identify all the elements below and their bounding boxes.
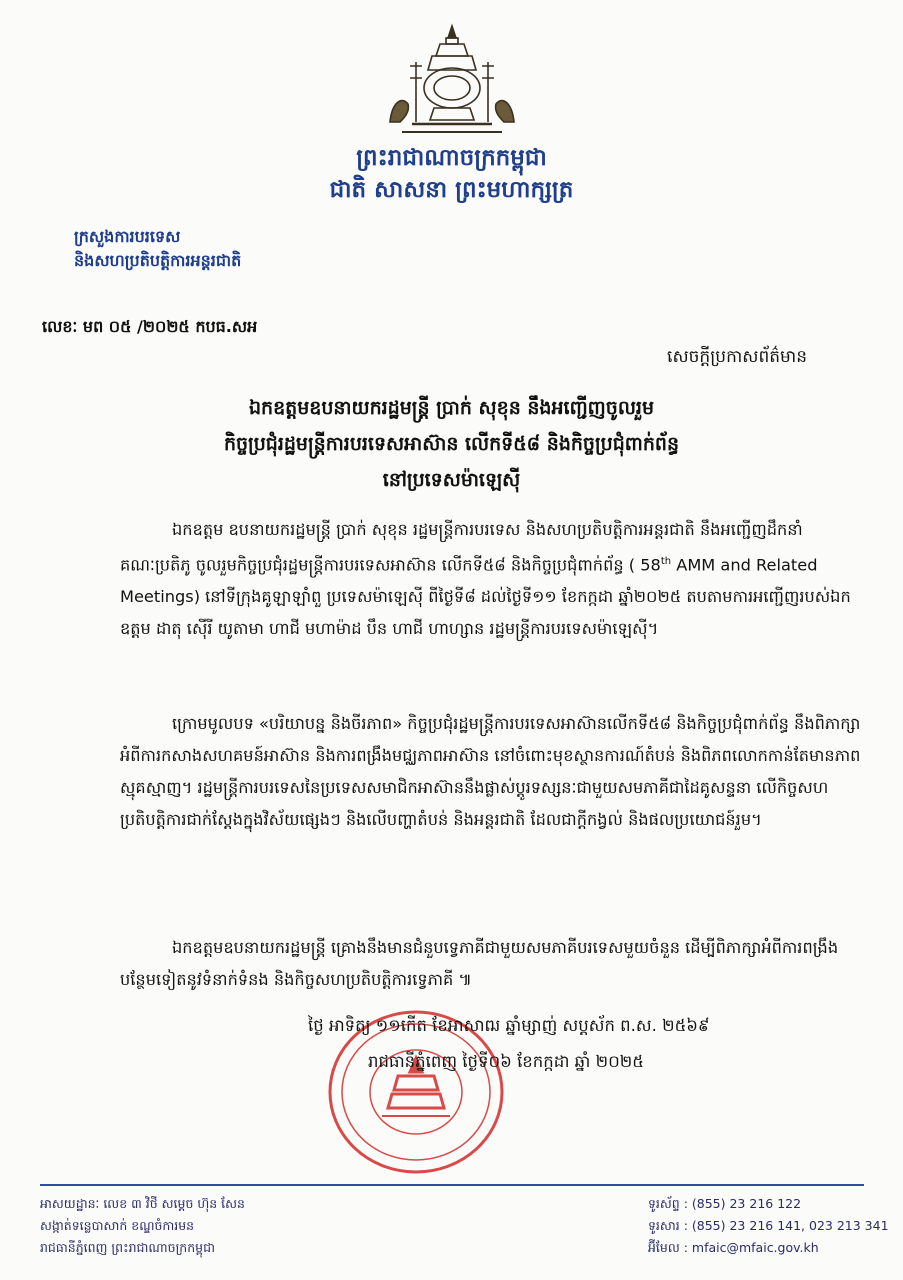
- ministry-name-line2: និងសហប្រតិបត្តិការអន្តរជាតិ: [74, 251, 242, 270]
- footer-address-line2: សង្កាត់ទន្លេបាសាក់ ខណ្ឌចំការមន: [40, 1218, 195, 1233]
- paragraph-1-part-a: ឯកឧត្តម ឧបនាយករដ្ឋមន្ត្រី ប្រាក់ សុខុន រដ្ឋមន្ត្រីការបរទេស និងសហប្រតិបត្តិការអន្តរជាតិ នឹងអញ្ជើញដឹកនាំគណៈប្រតិភូ ចូលរួមកិច្ចប្រជុំរដ្ឋមន្ត្រីការបរទេសអាស៊ាន លើកទី៥៨ និងកិច្ចប្រជុំពាក់ព័ន្ធ ( 58: [120, 520, 803, 575]
- lunar-date: ថ្ងៃ អាទិត្យ ១១កើត ខែអាសាឍ ឆ្នាំម្សាញ់ សប្តស័ក ព.ស. ២៥៦៩: [308, 1016, 710, 1035]
- footer-divider: [40, 1184, 864, 1186]
- paragraph-3: ឯកឧត្តមឧបនាយករដ្ឋមន្ត្រី គ្រោងនឹងមានជំនួបទ្វេភាគីជាមួយសមភាគីបរទេសមួយចំនួន ដើម្បីពិភាក្សាអំពីការពង្រឹងបន្ថែមទៀតនូវទំនាក់ទំនង និងកិច្ចសហប្រតិបត្តិការទ្វេភាគី ៕: [120, 938, 839, 989]
- title-line-3: នៅប្រទេសម៉ាឡេស៊ី: [382, 469, 521, 491]
- royal-emblem: [382, 22, 522, 140]
- footer-phone: ទូរស័ព្ទ : (855) 23 216 122: [648, 1196, 802, 1211]
- footer-email[interactable]: អ៊ីមែល : mfaic@mfaic.gov.kh: [648, 1240, 819, 1255]
- footer-fax: ទូរសារ : (855) 23 216 141, 023 213 341: [648, 1218, 889, 1233]
- kingdom-name: ព្រះរាជាណាចក្រកម្ពុជា: [356, 145, 547, 171]
- paragraph-2: ក្រោមមូលបទ «បរិយាបន្ន និងចីរភាព» កិច្ចប្រជុំរដ្ឋមន្ត្រីការបរទេសអាស៊ានលើកទី៥៨ និងកិច្ចប្រជុំពាក់ព័ន្ធ នឹងពិភាក្សាអំពីការកសាងសហគមន៍អាស៊ាន និងការពង្រឹងមជ្ឈភាពអាស៊ាន នៅចំពោះមុខស្ថានការណ៍តំបន់ និងពិភពលោកកាន់តែមានភាពស្មុគស្មាញ។ រដ្ឋមន្ត្រីការបរទេសនៃប្រទេសសមាជិកអាស៊ាននឹងផ្លាស់ប្តូរទស្សនៈជាមួយសមភាគីជាដៃគូសន្ទនា លើកិច្ចសហប្រតិបត្តិការជាក់ស្តែងក្នុងវិស័យផ្សេងៗ និងលើបញ្ហាតំបន់ និងអន្តរជាតិ ដែលជាក្តីកង្វល់ និងផលប្រយោជន៍រួម។: [120, 714, 861, 829]
- title-line-2: កិច្ចប្រជុំរដ្ឋមន្ត្រីការបរទេសអាស៊ាន លើកទី៥៨ និងកិច្ចប្រជុំពាក់ព័ន្ធ: [223, 433, 680, 455]
- ordinal-superscript: th: [660, 556, 672, 567]
- ministry-name-line1: ក្រសួងការបរទេស: [74, 227, 181, 246]
- paragraph-1-part-b: AMM and Related Meetings) នៅទីក្រុងគូឡាឡាំពួ ប្រទេសម៉ាឡេស៊ី ពីថ្ងៃទី៨ ដល់ថ្ងៃទី១១ ខែកក្កដា ឆ្នាំ២០២៥ តបតាមការអញ្ជើញរបស់ឯកឧត្តម ដាតុ ស៊ើរី យូតាមា ហាជី មហាម៉ាដ បឹន ហាជី ហាហ្សាន រដ្ឋមន្ត្រីការបរទេសម៉ាឡេស៊ី។: [120, 555, 851, 639]
- footer-address-line1: អាសយដ្ឋានៈ លេខ ៣ វិថី សម្តេច ហ៊ុន សែន: [40, 1196, 245, 1211]
- solar-date: រាជធានីភ្នំពេញ ថ្ងៃទី០៦ ខែកក្កដា ឆ្នាំ ២០២៥: [368, 1052, 644, 1071]
- national-motto: ជាតិ សាសនា ព្រះមហាក្សត្រ: [329, 177, 574, 203]
- paragraph-1: [120, 514, 862, 645]
- footer-address-line3: រាជធានីភ្នំពេញ ព្រះរាជាណាចក្រកម្ពុជា: [40, 1240, 215, 1255]
- reference-number: លេខៈ មព ០៥ /២០២៥ កបធ.សអ: [42, 317, 258, 336]
- document-type: សេចក្តីប្រកាសព័ត៌មាន: [667, 347, 807, 367]
- title-line-1: ឯកឧត្តមឧបនាយករដ្ឋមន្ត្រី ប្រាក់ សុខុន នឹងអញ្ជើញចូលរួម: [248, 397, 655, 419]
